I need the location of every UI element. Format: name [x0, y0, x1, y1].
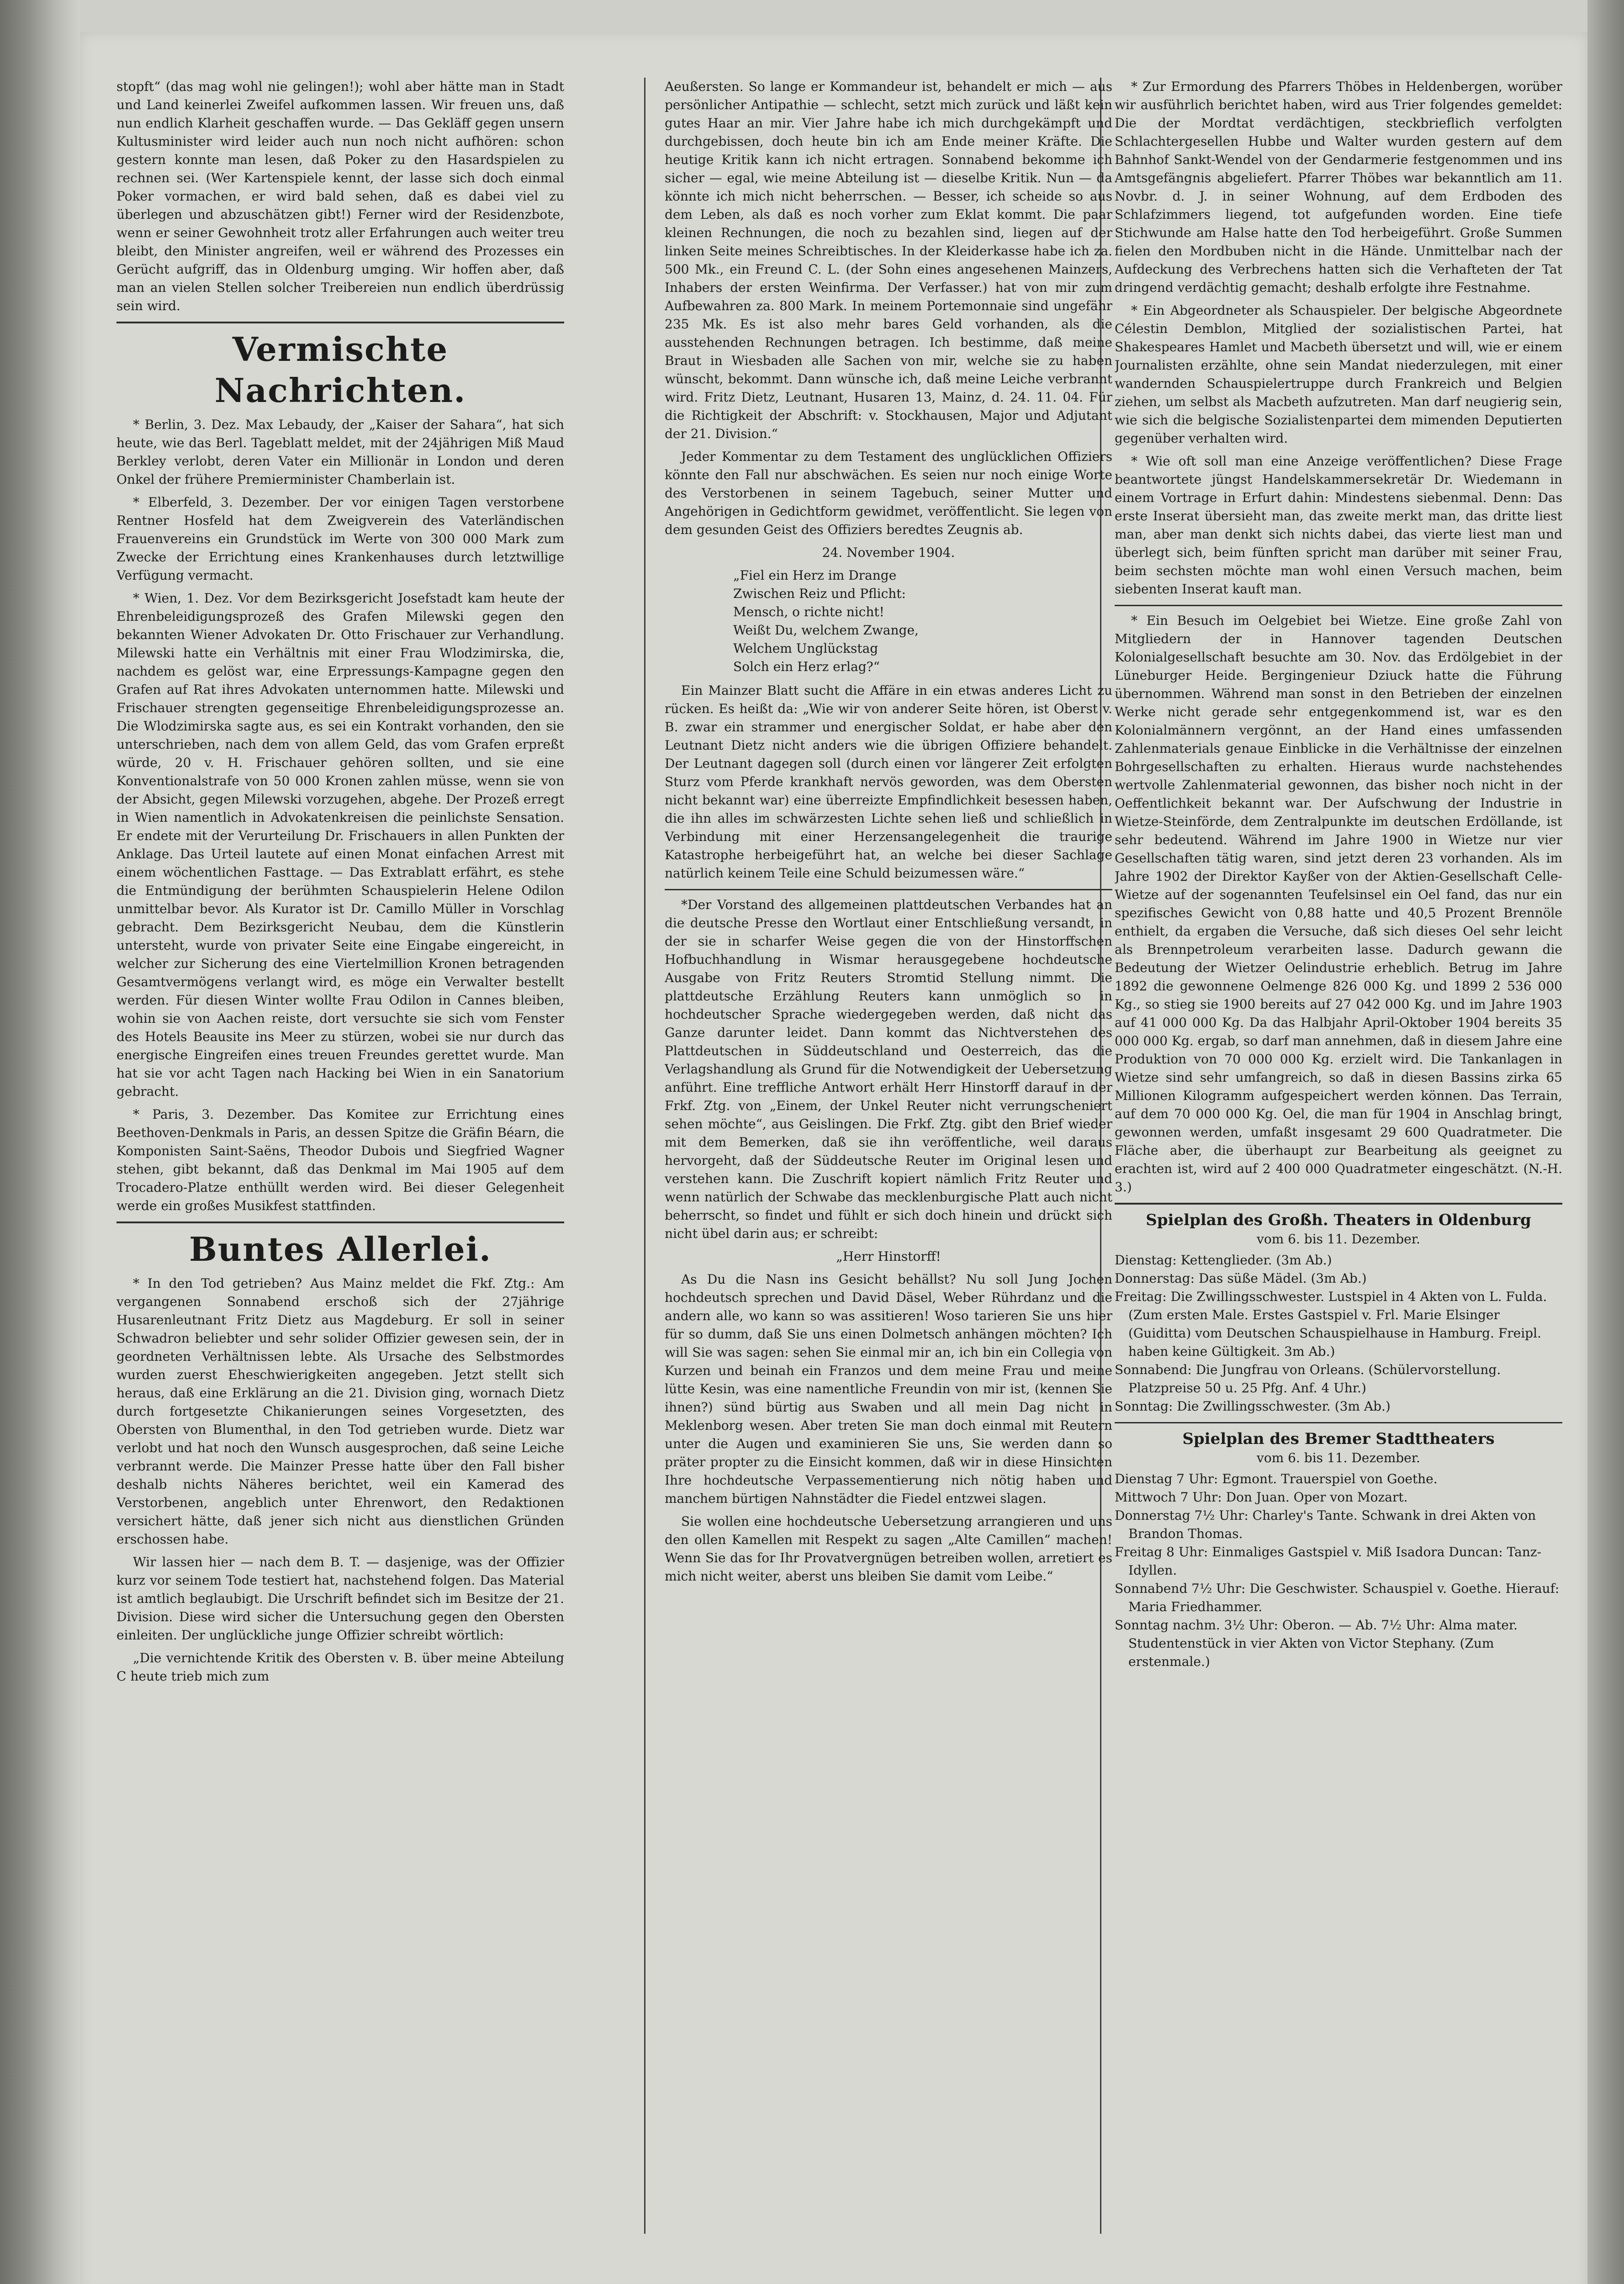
news-item: * Zur Ermordung des Pfarrers Thöbes in Heldenbergen, worüber wir ausführlich berichtet haben, wird aus Trier folgendes gemeldet: Die der Mordtat verdächtigen, steckbrieflich verfolgten Schlachtergesellen Hubbe und Walter wurden gestern auf dem Bahnhof Sankt-Wendel von der Gendarmerie festgenommen und ins Amtsgefängnis abgeliefert. Pfarrer Thöbes war bekanntlich am 11. Novbr. d. J. in seiner Wohnung, auf dem Erdboden des Schlafzimmers liegend, tot aufgefunden worden. Eine tiefe Stichwunde am Halse hatte den Tod herbeigeführt. Große Summen fielen den Mordbuben nicht in die Hände. Unmittelbar nach der Aufdeckung des Verbrechens hatten sich die Verhafteten der Tat dringend verdächtig gemacht; deshalb erfolgte ihre Festnahme.	[1115, 79, 1562, 295]
schedule-entry: Donnerstag 7½ Uhr: Charley's Tante. Schwank in drei Akten von Brandon Thomas.	[1115, 1508, 1536, 1541]
next-page-edge	[1587, 0, 1624, 2284]
schedule-entry: Sonntag: Die Zwillingsschwester. (3m Ab.)	[1115, 1399, 1391, 1414]
schedule-entry: Mittwoch 7 Uhr: Don Juan. Oper von Mozart.	[1115, 1490, 1408, 1505]
theater-schedule-dates: vom 6. bis 11. Dezember.	[1257, 1450, 1420, 1465]
news-item: * Berlin, 3. Dez. Max Lebaudy, der „Kaiser der Sahara“, hat sich heute, wie das Berl. Tageblatt meldet, mit der 24jährigen Miß Maud Berkley verlobt, deren Vater ein Millionär in London und deren Onkel der frühere Premierminister Chamberlain ist.	[116, 417, 564, 487]
schedule-entry: Sonnabend 7½ Uhr: Die Geschwister. Schauspiel v. Goethe. Hierauf: Maria Friedhammer.	[1115, 1581, 1560, 1614]
poem-date: 24. November 1904.	[822, 545, 955, 560]
section-heading: Buntes Allerlei.	[189, 1230, 492, 1269]
section-rule	[116, 1221, 564, 1223]
schedule-entry: Dienstag: Kettenglieder. (3m Ab.)	[1115, 1253, 1332, 1268]
book-spine	[0, 0, 80, 2284]
news-item: * Wien, 1. Dez. Vor dem Bezirksgericht Josefstadt kam heute der Ehrenbeleidigungsprozeß des Grafen Milewski gegen den bekannten Wiener Advokaten Dr. Otto Frischauer zur Verhandlung. Milewski hatte ein Verhältnis mit einer Frau Wlodzimirska, die, nachdem es gelöst war, eine Erpressungs-Kampagne gegen den Grafen auf Rat ihres Advokaten unternommen hatte. Milewski und Frischauer strengten gegenseitige Ehrenbeleidigungsprozesse an. Die Wlodzimirska sagte aus, es sei ein Kontrakt vorhanden, den sie unterschrieben, nach dem von allem Geld, das vom Grafen erpreßt würde, 20 v. H. Frischauer gehören sollten, und sie eine Konventionalstrafe von 50 000 Kronen zahlen müsse, wenn sie von der Absicht, gegen Milewski vorzugehen, abgehe. Der Prozeß erregt in Wien namentlich in Advokatenkreisen die peinlichste Sensation. Er endete mit der Verurteilung Dr. Frischauers in allen Punkten der Anklage. Das Urteil lautete auf einen Monat einfachen Arrest mit einem wöchentlichen Fasttage. — Das Extrablatt erfährt, es stehe die Entmündigung der berühmten Schauspielerin Helene Odilon unmittelbar bevor. Als Kurator ist Dr. Camillo Müller in Vorschlag gebracht. Dem Bezirksgericht Neubau, dem die Künstlerin untersteht, wurde von privater Seite eine Eingabe eingereicht, in welcher zur Sicherung des eine Viertelmillion Kronen betragenden Gesamtvermögens verlangt wird, es möge ein Verwalter bestellt werden. Für diesen Winter wollte Frau Odilon in Cannes bleiben, wohin sie von Aachen reiste, dort versuchte sie sich vom Fenster des Hotels Beausite ins Meer zu stürzen, wobei sie nur durch das energische Eingreifen eines treuen Freundes gerettet wurde. Man hat sie vor acht Tagen nach Hacking bei Wien in ein Sanatorium gebracht.	[116, 591, 564, 1099]
column-3	[1115, 78, 1562, 2234]
letter-salutation: „Herr Hinstorff!	[836, 1249, 941, 1264]
schedule-entry: Donnerstag: Das süße Mädel. (3m Ab.)	[1115, 1271, 1367, 1286]
poem: „Fiel ein Herz im Drange Zwischen Reiz und Pflicht: Mensch, o richte nicht! Weißt Du, welchem Zwange, Welchem Unglückstag Solch ein Herz erlag?“	[733, 568, 919, 674]
news-item: * Ein Besuch im Oelgebiet bei Wietze. Eine große Zahl von Mitgliedern der in Hannover tagenden Deutschen Kolonialgesellschaft besuchte am 30. Nov. das Erdölgebiet in der Lüneburger Heide. Bergingenieur Dziuck hatte die Führung übernommen. Während man sonst in den Betrieben der einzelnen Werke nicht gerade sehr entgegenkommend ist, war es den Kolonialmännern vergönnt, an der Hand eines umfassenden Zahlenmaterials genaue Einblicke in die Verhältnisse der einzelnen Bohrgesellschaften zu erhalten. Hieraus wurde nachstehendes wertvolle Zahlenmaterial gewonnen, das bisher noch nicht in der Oeffentlichkeit bekannt war. Der Aufschwung der Industrie in Wietze-Steinförde, dem Zentralpunkte im deutschen Erdöllande, ist sehr bedeutend. Während im Jahre 1900 in Wietze nur vier Gesellschaften tätig waren, sind jetzt deren 23 vorhanden. Als im Jahre 1902 der Direktor Kayßer von der Aktien-Gesellschaft Celle-Wietze auf der sogenannten Teufelsinsel ein Oel fand, das nur ein spezifisches Gewicht von 0,88 hatte und 40,5 Prozent Brennöle enthielt, da ergaben die Versuche, daß sich dieses Oel sehr leicht als Brennpetroleum verarbeiten lasse. Dadurch gewann die Bedeutung der Wietzer Oelindustrie erheblich. Betrug im Jahre 1892 die gewonnene Oelmenge 826 000 Kg. und 1899 2 536 000 Kg., so stieg sie 1900 bereits auf 27 042 000 Kg. und im Jahre 1903 auf 41 000 000 Kg. Da das Halbjahr April-Oktober 1904 bereits 35 000 000 Kg. ergab, so darf man annehmen, daß in diesem Jahre eine Produktion von 70 000 000 Kg. erzielt wird. Die Tankanlagen in Wietze sind sehr umfangreich, so daß in diesen Bassins zirka 65 Millionen Kilogramm aufgespeichert werden können. Das Terrain, auf dem 70 000 000 Kg. Oel, die man für 1904 in Anschlag bringt, gewonnen werden, umfaßt insgesamt 29 600 Quadratmeter. Die Fläche aber, die überhaupt zur Bearbeitung als geeignet zu erachten ist, wird auf 2 400 000 Quadratmeter eingeschätzt. (N.-H. 3.)	[1115, 613, 1562, 1195]
letter-text: As Du die Nasn ins Gesicht behällst? Nu soll Jung Jochen hochdeutsch sprechen und David Däsel, Weber Rührdanz und die andern alle, wo kann so was assitieren! Woso tarieren Sie uns hier für so dumm, daß Sie uns einen Dolmetsch anhängen möchten? Ich will Sie was sagen: sehen Sie einmal mir an, ich bin ein Collegia von Kurzen und beinah ein Franzos und dem meine Frau und meine lütte Kesin, was eine namentliche Freundin von mir ist, (kennen Sie ihnen?) sünd bürtig aus Swaben und all mein Dag nicht in Meklenborg wesen. Aber treten Sie man doch einmal mit Reutern unter die Augen und examinieren Sie uns, Sie werden dann so präter propter zu die Einsicht kommen, daß wir in diese Hinsichten Ihre hochdeutsche Verpassementierung nich nötig haben und manchem bürtigen Nahnstädter die Fiedel entzwei slagen.	[665, 1272, 1112, 1506]
schedule-entry: Sonnabend: Die Jungfrau von Orleans. (Schülervorstellung. Platzpreise 50 u. 25 Pfg. Anf. 4 Uhr.)	[1115, 1362, 1501, 1396]
section-rule	[665, 889, 1112, 890]
news-item: * Ein Abgeordneter als Schauspieler. Der belgische Abgeordnete Célestin Demblon, Mitglied der sozialistischen Partei, hat Shakespeares Hamlet und Macbeth übersetzt und will, wie er einem Journalisten erzählte, ohne sein Mandat niederzulegen, mit einer wandernden Schauspielertruppe durch Frankreich und Belgien ziehen, um selbst als Macbeth aufzutreten. Man darf neugierig sein, wie sich die belgische Sozialistenpartei dem mimenden Deputierten gegenüber verhalten wird.	[1115, 303, 1562, 446]
schedule-entry: Sonntag nachm. 3½ Uhr: Oberon. — Ab. 7½ Uhr: Alma mater. Studentenstück in vier Akten von Victor Stephany. (Zum erstenmale.)	[1115, 1618, 1518, 1669]
news-item: * Paris, 3. Dezember. Das Komitee zur Errichtung eines Beethoven-Denkmals in Paris, an dessen Spitze die Gräfin Béarn, die Komponisten Saint-Saëns, Theodor Dubois und Siegfried Wagner stehen, gibt bekannt, daß das Denkmal im Mai 1905 auf dem Trocadero-Platze enthüllt werden wird. Bei dieser Gelegenheit werde ein großes Musikfest stattfinden.	[116, 1107, 564, 1213]
article-text: Jeder Kommentar zu dem Testament des unglücklichen Offiziers könnte den Fall nur abschwächen. Es seien nur noch einige Worte des Verstorbenen in seinem Tagebuch, seiner Mutter und Angehörigen in Gedichtform gewidmet, veröffentlicht. Sie legen von dem gesunden Geist des Offiziers beredtes Zeugnis ab.	[665, 449, 1112, 537]
article-text: Aeußersten. So lange er Kommandeur ist, behandelt er mich — aus persönlicher Antipathie — schlecht, setzt mich zurück und läßt kein gutes Haar an mir. Vier Jahre habe ich mich durchgekämpft und durchgebissen, doch heute bin ich am Ende meiner Kräfte. Die heutige Kritik kann ich nicht ertragen. Sonnabend bekomme ich sicher — egal, wie meine Abteilung ist — dieselbe Kritik. Nun — da könnte ich mich nicht beherrschen. — Besser, ich scheide so aus dem Leben, als daß es noch vorher zum Eklat kommt. Die paar kleinen Rechnungen, die noch zu bezahlen sind, liegen auf der linken Seite meines Schreibtisches. In der Kleiderkasse habe ich za. 500 Mk., ein Freund C. L. (der Sohn eines angesehenen Mainzers, Inhabers der ersten Weinfirma. Der Verfasser.) hat von mir zum Aufbewahren za. 800 Mark. In meinem Portemonnaie sind ungefähr 235 Mk. Es ist also mehr bares Geld vorhanden, als die ausstehenden Rechnungen betragen. Ich bestimme, daß meine Braut in Wiesbaden alle Sachen von mir, welche sie zu haben wünscht, bekommt. Dann wünsche ich, daß meine Leiche verbrannt wird. Fritz Dietz, Leutnant, Husaren 13, Mainz, d. 24. 11. 04. Für die Richtigkeit der Abschrift: v. Stockhausen, Major und Adjutant der 21. Division.“	[665, 79, 1112, 441]
column-2	[665, 78, 1112, 2234]
news-item: *Der Vorstand des allgemeinen plattdeutschen Verbandes hat an die deutsche Presse den Wortlaut einer Entschließung versandt, in der sie in scharfer Weise gegen die von der Hinstorffschen Hofbuchhandlung in Wismar herausgegebene hochdeutsche Ausgabe von Fritz Reuters Stromtid Stellung nimmt. Die plattdeutsche Erzählung Reuters kann unmöglich so in hochdeutscher Sprache wiedergegeben werden, daß nicht das Ganze darunter leidet. Dann kommt das Nichtverstehen des Plattdeutschen in Süddeutschland und Oesterreich, das die Verlagshandlung als Grund für die Notwendigkeit der Uebersetzung anführt. Eine treffliche Antwort erhält Herr Hinstorff darauf in der Frkf. Ztg. von „Einem, der Unkel Reuter nicht verrungscheniert sehen möchte“, aus Geislingen. Die Frkf. Ztg. gibt den Brief wieder mit dem Bemerken, daß sie ihn veröffentliche, weil daraus hervorgeht, daß der Süddeutsche Reuter im Original lesen und verstehen kann. Die Zuschrift kopiert nämlich Fritz Reuter und wenn natürlich der Schwabe das mecklenburgische Platt auch nicht beherrscht, so findet und fühlt er sich doch hinein und drückt sich nicht übel darin aus; er schreibt:	[665, 897, 1112, 1241]
theater-schedule-title: Spielplan des Großh. Theaters in Oldenburg	[1146, 1211, 1531, 1229]
news-item: * Wie oft soll man eine Anzeige veröffentlichen? Diese Frage beantwortete jüngst Handelskammersekretär Dr. Wiedemann in einem Vortrage in Erfurt dahin: Mindestens siebenmal. Denn: Das erste Inserat übersieht man, das zweite merkt man, das dritte liest man, aber man denkt sich nichts dabei, das vierte liest man und überlegt sich, beim fünften spricht man darüber mit seiner Frau, beim sechsten möchte man wohl einen Versuch machen, beim siebenten Inserat kauft man.	[1115, 454, 1562, 597]
column-divider	[644, 78, 645, 2234]
section-heading: Vermischte Nachrichten.	[214, 330, 466, 410]
article-continuation: stopft“ (das mag wohl nie gelingen!); wohl aber hätte man in Stadt und Land keinerlei Zweifel aufkommen lassen. Wir freuen uns, daß nun endlich Klarheit geschaffen wurde. — Das Gekläff gegen unsern Kultusminister wird leider auch nun noch nicht aufhören: schon gestern konnte man lesen, daß Poker zu den Hasardspielen zu rechnen sei. (Wer Kartenspiele kennt, der lasse sich doch einmal Poker vormachen, er wird bald sehen, daß es dabei viel zu überlegen und abzuschätzen gibt!) Ferner wird der Residenzbote, wenn er seiner Gewohnheit trotz aller Erfahrungen auch weiter treu bleibt, den Minister angreifen, weil er während des Prozesses ein Gerücht aufgriff, das in Oldenburg umging. Wir hoffen aber, daß man an vielen Stellen solcher Treibereien nun endlich überdrüssig sein wird.	[116, 79, 564, 313]
section-rule	[1115, 605, 1562, 606]
section-rule	[1115, 1203, 1562, 1205]
news-item: * In den Tod getrieben? Aus Mainz meldet die Fkf. Ztg.: Am vergangenen Sonnabend erschoß sich der 27jährige Husarenleutnant Fritz Dietz aus Magdeburg. Er soll in seiner Schwadron beliebter und sehr solider Offizier gewesen sein, der in geordneten Verhältnissen lebte. Als Ursache des Selbstmordes wurden zuerst Eheschwierigkeiten angegeben. Jetzt stellt sich heraus, daß eine Erklärung an die 21. Division ging, wornach Dietz durch fortgesetzte Chikanierungen seines Vorgesetzten, des Obersten von Blumenthal, in den Tod getrieben wurde. Dietz war verlobt und hat noch den Wunsch ausgesprochen, daß seine Leiche verbrannt werde. Die Mainzer Presse hatte über den Fall bisher deshalb nichts Näheres berichtet, weil ein Kamerad des Verstorbenen, angeblich unter Ehrenwort, den Redaktionen versichert hätte, daß jener sich nicht aus dienstlichen Gründen erschossen habe.	[116, 1276, 564, 1547]
column-1	[116, 78, 564, 2234]
theater-schedule-dates: vom 6. bis 11. Dezember.	[1257, 1232, 1420, 1247]
section-rule	[1115, 1422, 1562, 1423]
article-text: Ein Mainzer Blatt sucht die Affäre in ein etwas anderes Licht zu rücken. Es heißt da: „Wie wir von anderer Seite hören, ist Oberst v. B. zwar ein strammer und energischer Soldat, er habe aber den Leutnant Dietz nicht anders wie die übrigen Offiziere behandelt. Der Leutnant dagegen soll (durch einen vor längerer Zeit erfolgten Sturz vom Pferde krankhaft nervös geworden, was dem Obersten nicht bekannt war) eine überreizte Empfindlichkeit besessen haben, die ihn alles im schwärzesten Lichte sehen ließ und schließlich in Verbindung mit einer Herzensangelegenheit die traurige Katastrophe herbeigeführt hat, an welche bei dieser Sachlage natürlich keinem Teile eine Schuld beizumessen wäre.“	[665, 683, 1112, 881]
section-rule	[116, 322, 564, 323]
news-item: * Elberfeld, 3. Dezember. Der vor einigen Tagen verstorbene Rentner Hosfeld hat dem Zweigverein des Vaterländischen Frauenvereins ein Grundstück im Werte von 300 000 Mark zum Zwecke der Errichtung eines Krankenhauses durch letztwillige Verfügung vermacht.	[116, 495, 564, 583]
schedule-entry: Dienstag 7 Uhr: Egmont. Trauerspiel von Goethe.	[1115, 1471, 1438, 1486]
news-item: „Die vernichtende Kritik des Obersten v. B. über meine Abteilung C heute trieb mich zum	[116, 1650, 564, 1684]
schedule-entry: Freitag 8 Uhr: Einmaliges Gastspiel v. Miß Isadora Duncan: Tanz-Idyllen.	[1115, 1544, 1541, 1578]
letter-text: Sie wollen eine hochdeutsche Uebersetzung arrangieren und uns den ollen Kamellen mit Respekt zu sagen „Alte Camillen“ machen! Wenn Sie das for Ihr Provatvergnügen betreiben wollen, arretiert es mich nicht weiter, aberst uns bleiben Sie damit vom Leibe.“	[665, 1514, 1112, 1584]
schedule-entry: Freitag: Die Zwillingsschwester. Lustspiel in 4 Akten von L. Fulda. (Zum ersten Male. Erstes Gastspiel v. Frl. Marie Elsinger (Guiditta) vom Deutschen Schauspielhause in Hamburg. Freipl. haben keine Gültigkeit. 3m Ab.)	[1115, 1289, 1547, 1359]
theater-schedule-title: Spielplan des Bremer Stadttheaters	[1182, 1430, 1495, 1448]
news-item: Wir lassen hier — nach dem B. T. — dasjenige, was der Offizier kurz vor seinem Tode testiert hat, nachstehend folgen. Das Material ist amtlich beglaubigt. Die Urschrift befindet sich im Besitze der 21. Division. Diese wird sicher die Untersuchung gegen den Obersten einleiten. Der unglückliche junge Offizier schreibt wörtlich:	[116, 1554, 564, 1643]
